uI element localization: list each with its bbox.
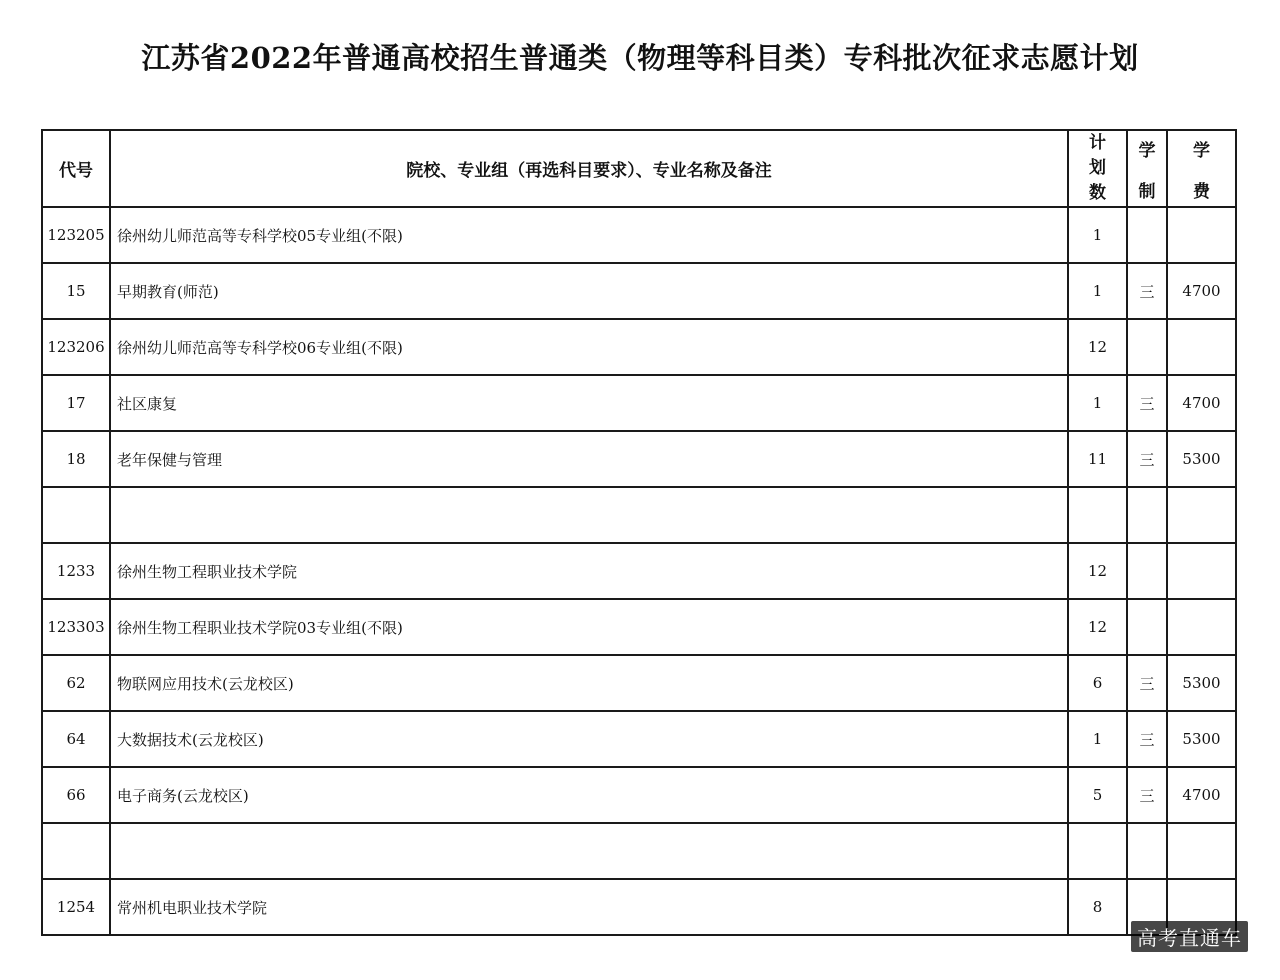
table-row: [42, 879, 1236, 935]
row-fee-cell: 5300: [1167, 431, 1236, 487]
row-name-cell: 早期教育(师范): [110, 263, 1068, 319]
row-code-cell: 15: [42, 263, 110, 319]
row-name-cell: 徐州幼儿师范高等专科学校06专业组(不限): [110, 319, 1068, 375]
row-fee-cell: [1167, 599, 1236, 655]
row-name-cell: 物联网应用技术(云龙校区): [110, 655, 1068, 711]
header-years-char-2: 制: [1138, 181, 1156, 202]
row-code-cell: 1233: [42, 543, 110, 599]
table-row: [42, 431, 1236, 487]
header-plan-count: [1068, 130, 1127, 207]
row-years-cell: [1127, 207, 1167, 263]
table-row: [42, 487, 1236, 543]
table-row: [42, 655, 1236, 711]
table-row: [42, 599, 1236, 655]
header-code: 代号: [42, 130, 110, 207]
row-plan-count-cell: 6: [1068, 655, 1127, 711]
row-years-cell: [1127, 823, 1167, 879]
row-years-cell: 三: [1127, 431, 1167, 487]
row-code-cell: 123303: [42, 599, 110, 655]
row-code-cell: 18: [42, 431, 110, 487]
row-code-cell: 62: [42, 655, 110, 711]
row-fee-cell: 4700: [1167, 375, 1236, 431]
header-years-char-1: 学: [1138, 140, 1156, 161]
row-years-cell: [1127, 543, 1167, 599]
row-name-cell: 徐州生物工程职业技术学院03专业组(不限): [110, 599, 1068, 655]
row-plan-count-cell: 12: [1068, 543, 1127, 599]
row-plan-count-cell: [1068, 823, 1127, 879]
row-code-cell: 64: [42, 711, 110, 767]
row-code-cell: 123205: [42, 207, 110, 263]
header-plan-count-char-1: 计: [1089, 133, 1106, 153]
row-fee-cell: [1167, 823, 1236, 879]
row-years-cell: [1127, 599, 1167, 655]
row-plan-count-cell: 11: [1068, 431, 1127, 487]
header-plan-count-char-2: 划: [1089, 158, 1106, 178]
row-plan-count-cell: 8: [1068, 879, 1127, 935]
row-years-cell: 三: [1127, 767, 1167, 823]
table-row: [42, 263, 1236, 319]
table-row: [42, 543, 1236, 599]
header-name: 院校、专业组（再选科目要求）、专业名称及备注: [110, 130, 1068, 207]
watermark: 高考直通车: [1131, 921, 1248, 952]
row-fee-cell: 4700: [1167, 263, 1236, 319]
row-years-cell: 三: [1127, 263, 1167, 319]
header-fee: [1167, 130, 1236, 207]
row-code-cell: 17: [42, 375, 110, 431]
row-code-cell: 123206: [42, 319, 110, 375]
row-name-cell: 徐州生物工程职业技术学院: [110, 543, 1068, 599]
row-fee-cell: 5300: [1167, 655, 1236, 711]
page-title: 江苏省2022年普通高校招生普通类（物理等科目类）专科批次征求志愿计划: [141, 41, 1139, 75]
row-years-cell: [1127, 319, 1167, 375]
row-fee-cell: 5300: [1167, 711, 1236, 767]
header-years: [1127, 130, 1167, 207]
table-row: [42, 207, 1236, 263]
row-plan-count-cell: 1: [1068, 711, 1127, 767]
row-fee-cell: 4700: [1167, 767, 1236, 823]
row-name-cell: [110, 487, 1068, 543]
row-plan-count-cell: 1: [1068, 263, 1127, 319]
enrollment-plan-table: [41, 129, 1237, 936]
row-plan-count-cell: 12: [1068, 319, 1127, 375]
row-code-cell: 1254: [42, 879, 110, 935]
row-name-cell: 老年保健与管理: [110, 431, 1068, 487]
row-name-cell: 电子商务(云龙校区): [110, 767, 1068, 823]
table-row: [42, 711, 1236, 767]
row-plan-count-cell: 12: [1068, 599, 1127, 655]
header-fee-char-2: 费: [1193, 181, 1210, 202]
row-fee-cell: [1167, 207, 1236, 263]
row-code-cell: [42, 823, 110, 879]
row-years-cell: 三: [1127, 375, 1167, 431]
table-row: [42, 767, 1236, 823]
row-years-cell: 三: [1127, 711, 1167, 767]
table-row: [42, 319, 1236, 375]
row-name-cell: 社区康复: [110, 375, 1068, 431]
row-fee-cell: [1167, 319, 1236, 375]
table-row: [42, 375, 1236, 431]
row-plan-count-cell: 1: [1068, 375, 1127, 431]
row-plan-count-cell: [1068, 487, 1127, 543]
row-code-cell: [42, 487, 110, 543]
row-plan-count-cell: 1: [1068, 207, 1127, 263]
row-fee-cell: [1167, 487, 1236, 543]
table-row: [42, 823, 1236, 879]
header-fee-char-1: 学: [1193, 140, 1210, 161]
table-body: [42, 207, 1236, 935]
row-name-cell: 大数据技术(云龙校区): [110, 711, 1068, 767]
row-name-cell: [110, 823, 1068, 879]
row-plan-count-cell: 5: [1068, 767, 1127, 823]
row-fee-cell: [1167, 543, 1236, 599]
row-years-cell: [1127, 487, 1167, 543]
row-name-cell: 常州机电职业技术学院: [110, 879, 1068, 935]
row-code-cell: 66: [42, 767, 110, 823]
row-name-cell: 徐州幼儿师范高等专科学校05专业组(不限): [110, 207, 1068, 263]
header-plan-count-char-3: 数: [1089, 183, 1106, 203]
table-header-row: [42, 130, 1236, 207]
row-years-cell: 三: [1127, 655, 1167, 711]
